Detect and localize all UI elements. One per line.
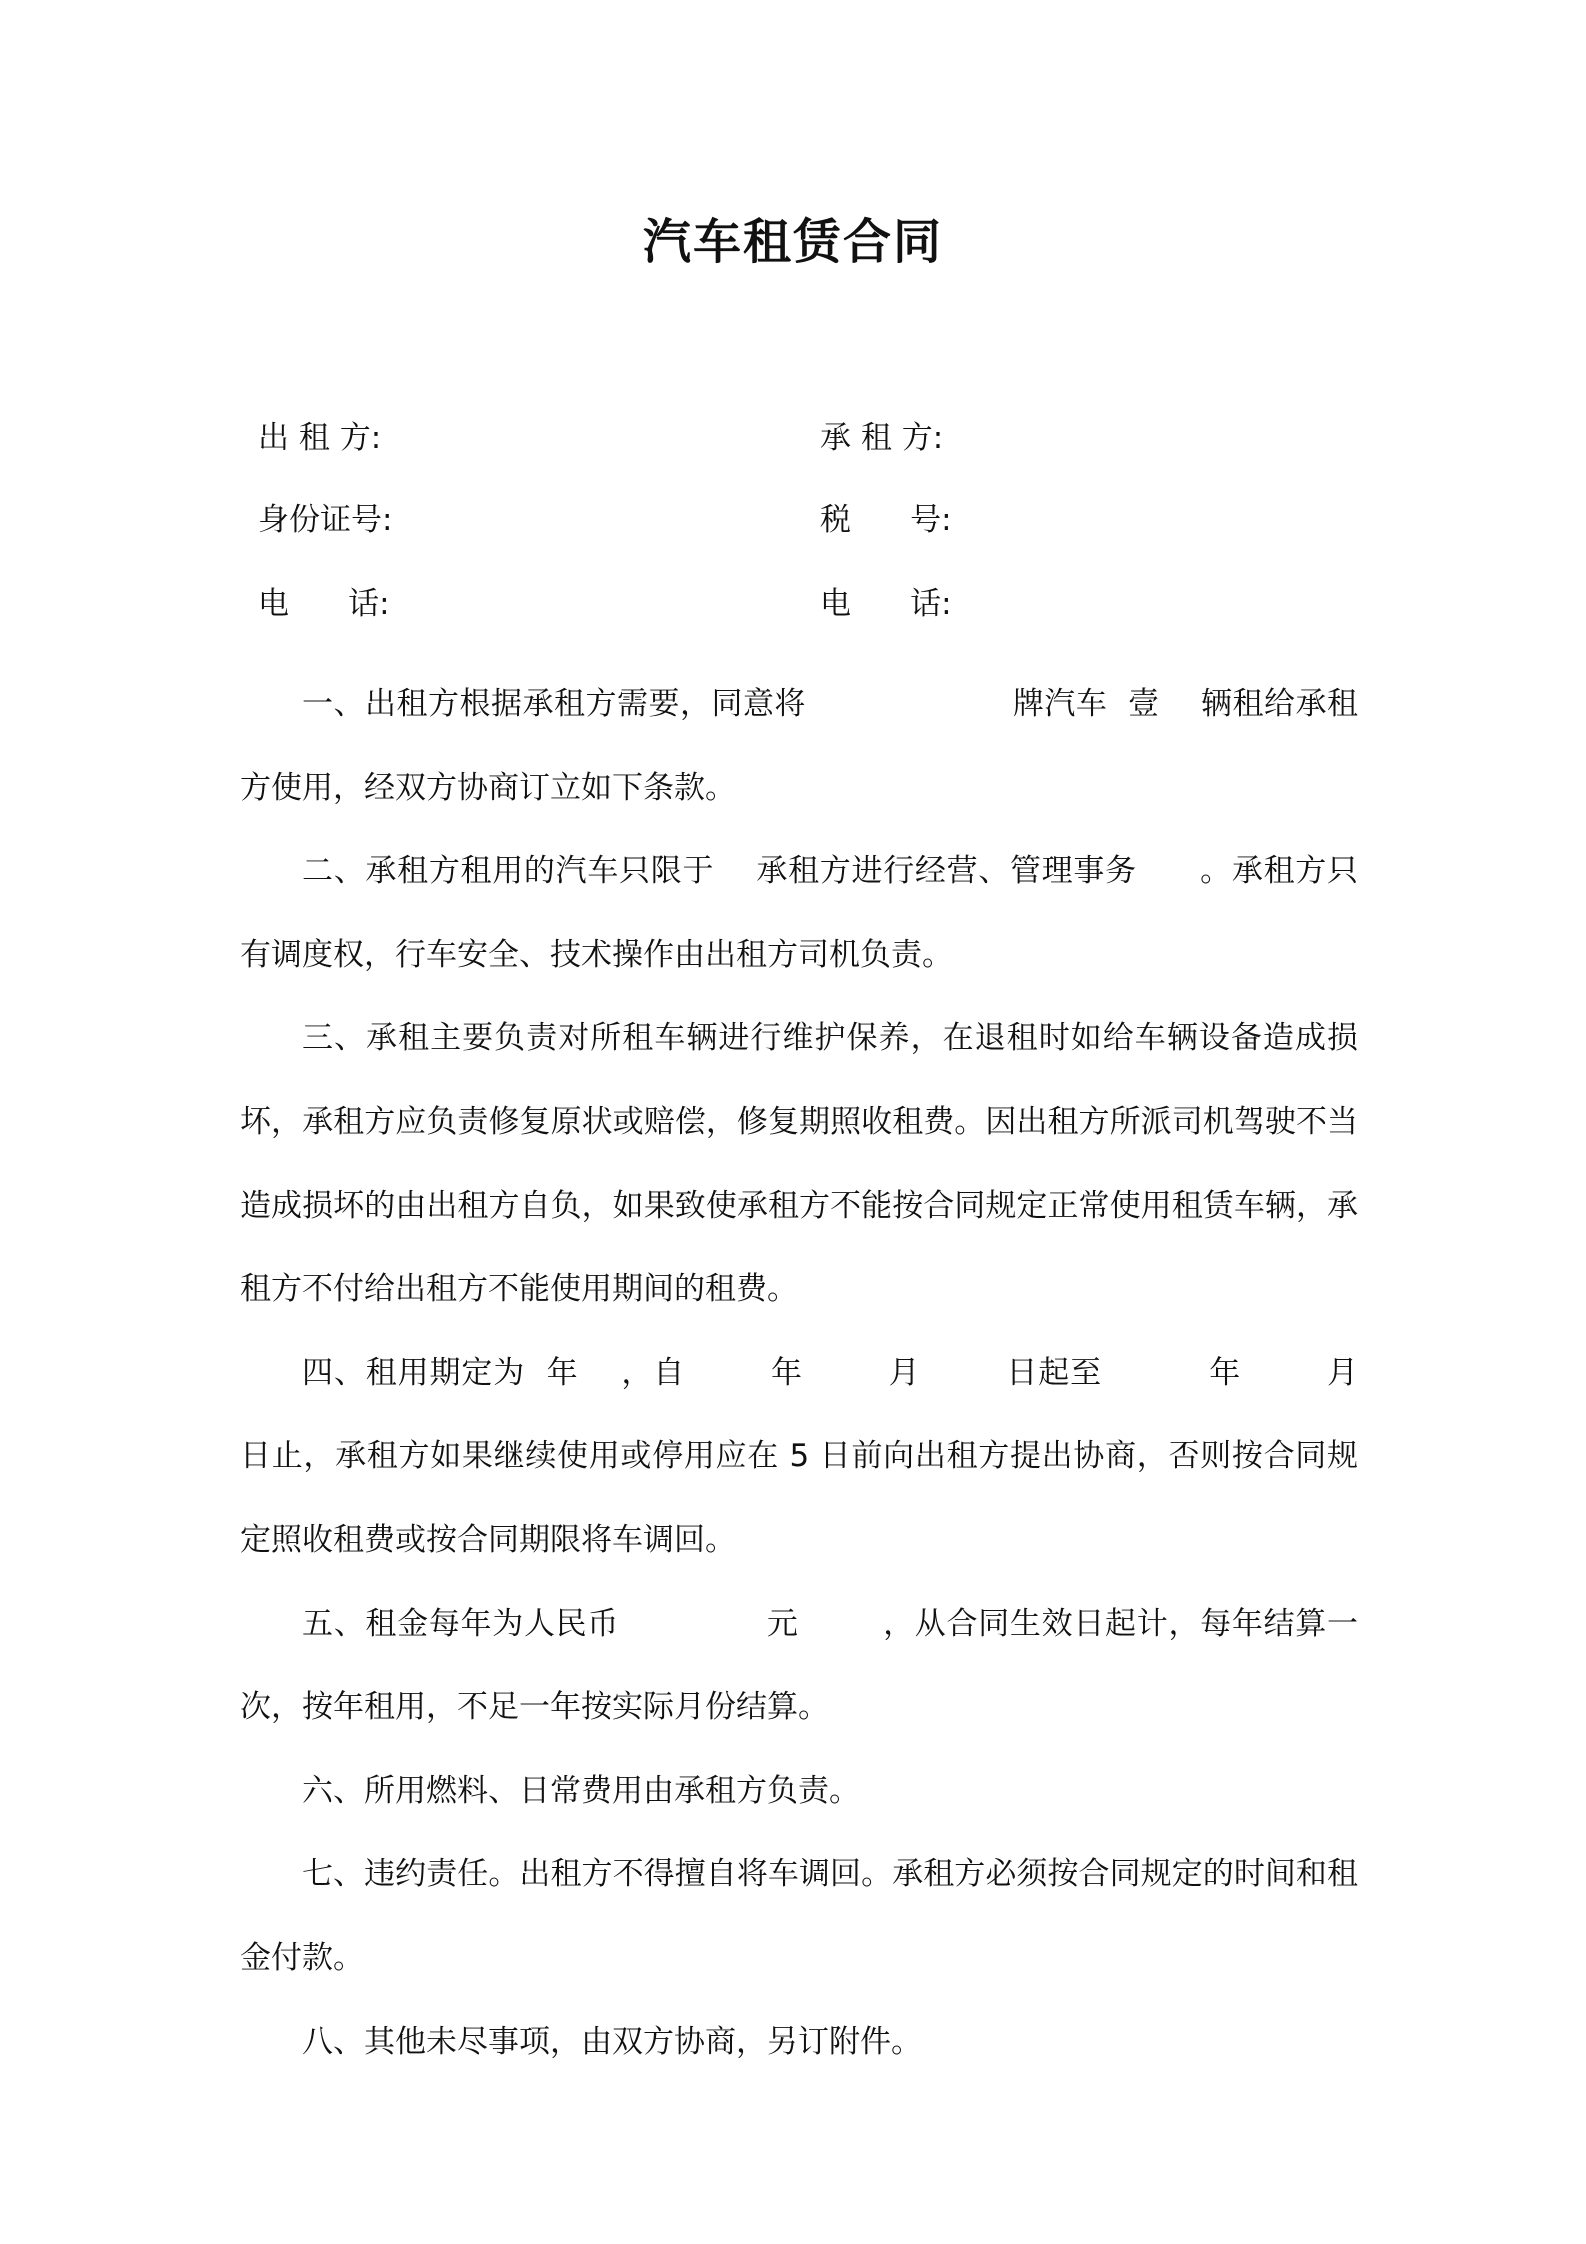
lessee-phone-label: 电 话: (820, 586, 952, 622)
lessor-label: 出 租 方: (258, 420, 382, 456)
tax-number-label: 税 号: (820, 502, 952, 538)
contract-clauses (240, 663, 1437, 2084)
clause-1: 一、出租方根据承租方需要，同意将 牌汽车 壹 辆租给承租方使用，经双方协商订立如下条款。 (240, 686, 1358, 806)
clause-2: 二、承租方租用的汽车只限于 承租方进行经营、管理事务 。承租方只有调度权，行车安全、技术操作由出租方司机负责。 (240, 853, 1358, 973)
clause-3: 三、承租主要负责对所租车辆进行维护保养，在退租时如给车辆设备造成损坏，承租方应负责修复原状或赔偿，修复期照收租费。因出租方所派司机驾驶不当造成损坏的由出租方自负，如果致使承租方不能按合同规定正常使用租赁车辆，承租方不付给出租方不能使用期间的租费。 (240, 1020, 1358, 1308)
lessee-label: 承 租 方: (820, 420, 944, 456)
id-number-label: 身份证号: (258, 502, 393, 538)
clause-4: 四、租用期定为 年 ，自 年 月 日起至 年 月 日止，承租方如果继续使用或停用应在 5 日前向出租方提出协商，否则按合同规定照收租费或按合同期限将车调回。 (240, 1354, 1437, 1558)
clause-8: 八、其他未尽事项，由双方协商，另订附件。 (302, 2023, 922, 2060)
clause-6: 六、所用燃料、日常费用由承租方负责。 (302, 1772, 860, 1809)
document-title: 汽车租赁合同 (642, 214, 943, 270)
clause-7: 七、违约责任。出租方不得擅自将车调回。承租方必须按合同规定的时间和租金付款。 (240, 1856, 1358, 1976)
lessor-phone-label: 电 话: (258, 586, 390, 622)
clause-5: 五、租金每年为人民币 元 ，从合同生效日起计，每年结算一次，按年租用，不足一年按实际月份结算。 (240, 1605, 1358, 1726)
